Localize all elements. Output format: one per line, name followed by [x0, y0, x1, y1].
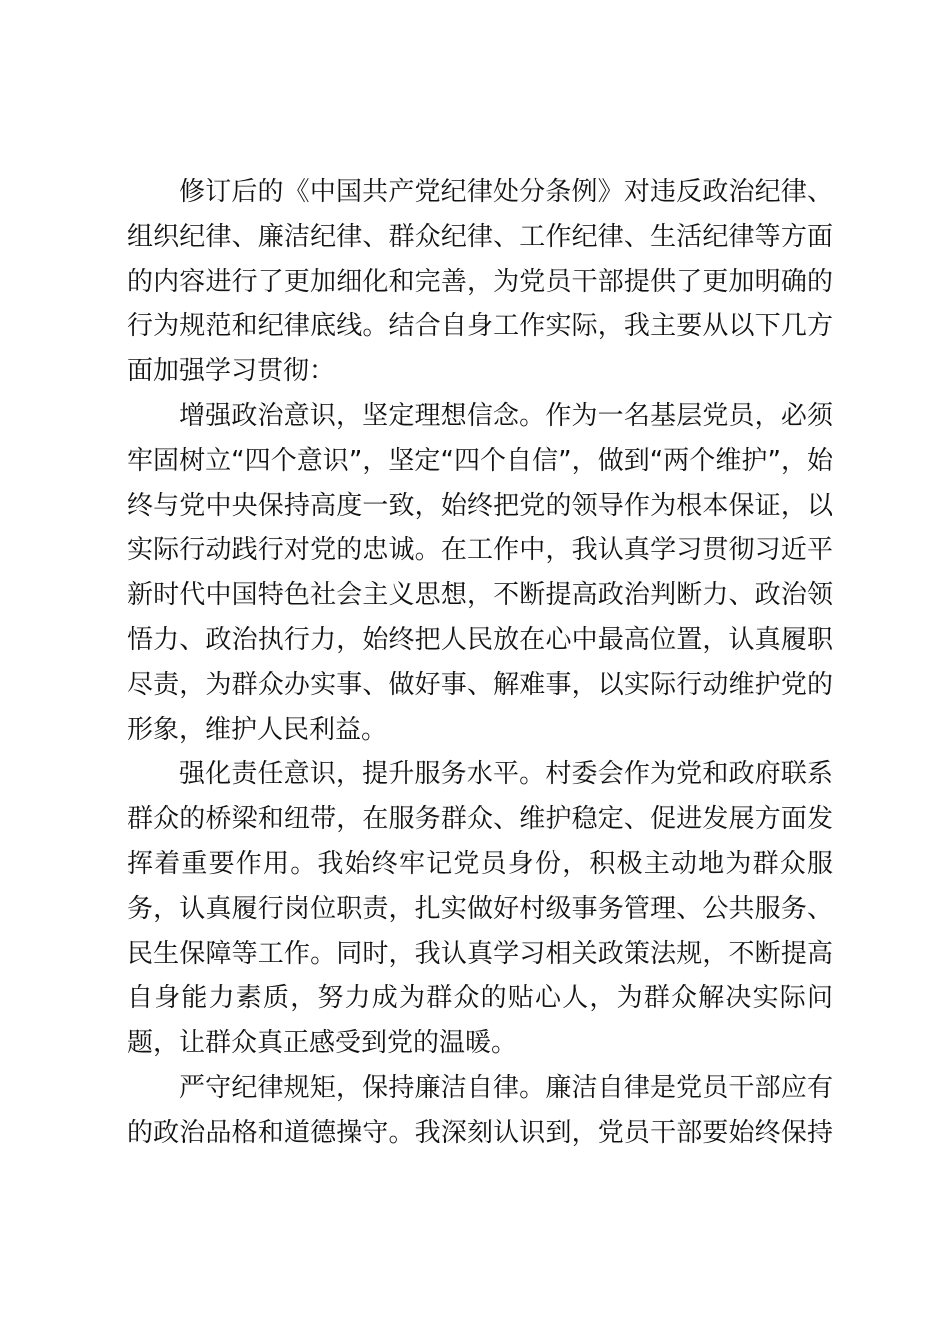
- text-line: 修订后的《中国共产党纪律处分条例》对违反政治纪律、: [179, 177, 833, 207]
- text-line: 挥着重要作用。我始终牢记党员身份，积极主动地为群众服: [127, 848, 833, 879]
- text-line: 自身能力素质，努力成为群众的贴心人，为群众解决实际问: [127, 983, 833, 1014]
- text-line: 强化责任意识，提升服务水平。村委会作为党和政府联系: [179, 759, 833, 790]
- text-line: 牢固树立“四个意识”，坚定“四个自信”，做到“两个维护”，始: [127, 445, 833, 476]
- text-line: 形象，维护人民利益。: [127, 714, 388, 745]
- text-line: 终与党中央保持高度一致，始终把党的领导作为根本保证，以: [127, 490, 833, 521]
- text-line: 群众的桥梁和纽带，在服务群众、维护稳定、促进发展方面发: [127, 804, 833, 835]
- text-line: 增强政治意识，坚定理想信念。作为一名基层党员，必须: [179, 400, 833, 431]
- text-line: 严守纪律规矩，保持廉洁自律。廉洁自律是党员干部应有: [179, 1072, 833, 1103]
- paragraph-political-awareness: [127, 394, 833, 752]
- text-line: 的内容进行了更加细化和完善，为党员干部提供了更加明确的: [127, 266, 833, 297]
- paragraph-responsibility: [127, 752, 833, 1066]
- paragraph-discipline: [127, 1066, 833, 1156]
- text-line: 面加强学习贯彻：: [127, 356, 336, 387]
- text-line: 行为规范和纪律底线。结合自身工作实际，我主要从以下几方: [127, 311, 833, 342]
- document-body: [127, 170, 833, 1156]
- text-line: 务，认真履行岗位职责，扎实做好村级事务管理、公共服务、: [127, 893, 833, 924]
- text-line: 的政治品格和道德操守。我深刻认识到，党员干部要始终保持: [127, 1117, 833, 1148]
- text-line: 新时代中国特色社会主义思想，不断提高政治判断力、政治领: [127, 580, 833, 611]
- text-line: 题，让群众真正感受到党的温暖。: [127, 1028, 518, 1059]
- text-line: 民生保障等工作。同时，我认真学习相关政策法规，不断提高: [127, 938, 833, 969]
- paragraph-intro: [127, 170, 833, 394]
- text-line: 实际行动践行对党的忠诚。在工作中，我认真学习贯彻习近平: [127, 535, 833, 566]
- text-line: 悟力、政治执行力，始终把人民放在心中最高位置，认真履职: [127, 624, 833, 655]
- text-line: 组织纪律、廉洁纪律、群众纪律、工作纪律、生活纪律等方面: [127, 221, 833, 252]
- text-line: 尽责，为群众办实事、做好事、解难事，以实际行动维护党的: [127, 669, 833, 700]
